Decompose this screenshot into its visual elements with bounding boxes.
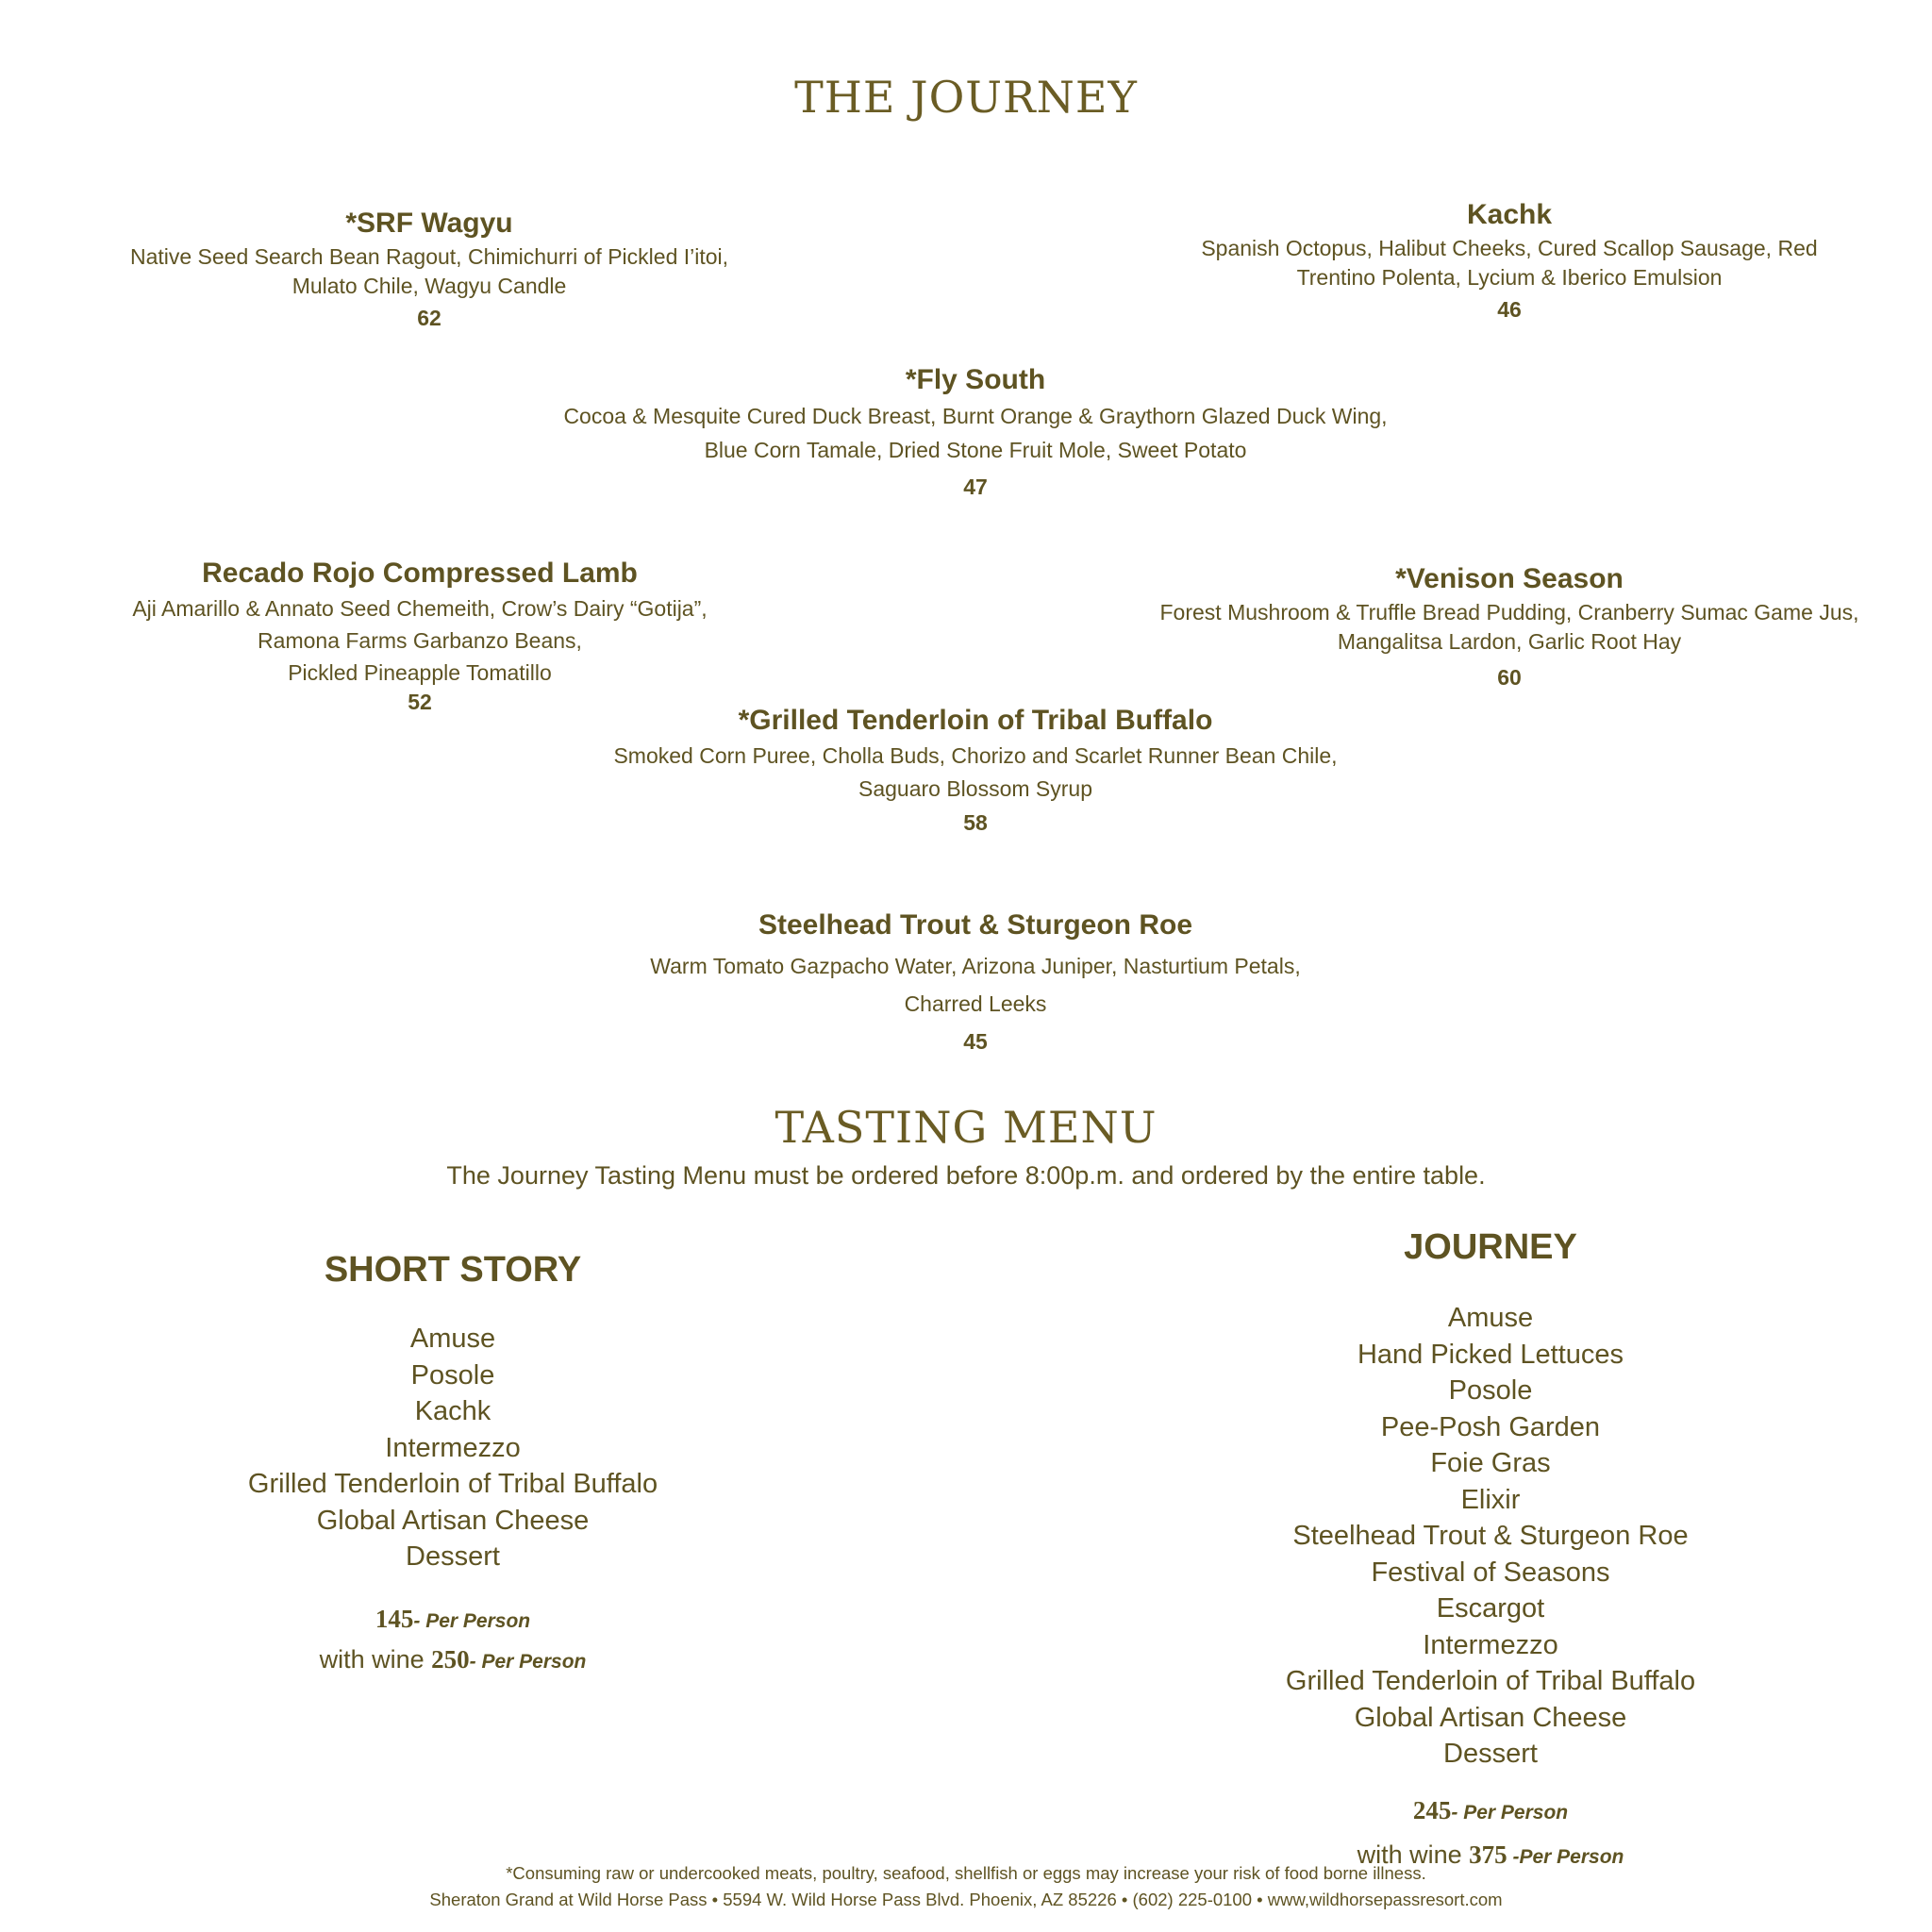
dish-price: 62 <box>417 306 441 330</box>
tasting-menu-subtitle: The Journey Tasting Menu must be ordered before 8:00p.m. and ordered by the entire table. <box>446 1161 1486 1190</box>
short-story-menu <box>170 1247 736 1681</box>
dish-name: *SRF Wagyu <box>345 208 513 239</box>
course-item: Elixir <box>1460 1484 1521 1515</box>
food-safety-disclaimer: *Consuming raw or undercooked meats, poultry, seafood, shellfish or eggs may increase your risk of food borne illness. <box>506 1863 1426 1883</box>
tasting-menu-name: SHORT STORY <box>324 1250 582 1290</box>
dish-description-line: Charred Leeks <box>904 991 1047 1016</box>
resort-address: Sheraton Grand at Wild Horse Pass • 5594 W. Wild Horse Pass Blvd. Phoenix, AZ 85226 • (602) 225-0100 • www,wildhorsepassresort.com <box>429 1890 1503 1909</box>
wine-pairing-price: with wine 375 -Per Person <box>1357 1840 1624 1869</box>
course-item: Posole <box>1448 1375 1533 1406</box>
dish-price: 58 <box>963 810 988 835</box>
dish-price: 47 <box>963 475 988 499</box>
course-item: Festival of Seasons <box>1371 1557 1610 1588</box>
page-title: THE JOURNEY <box>794 72 1138 123</box>
dish-description-line: Warm Tomato Gazpacho Water, Arizona Juniper, Nasturtium Petals, <box>650 954 1301 978</box>
dish-description-line: Mulato Chile, Wagyu Candle <box>291 274 567 298</box>
dish-description-line: Aji Amarillo & Annato Seed Chemeith, Crow’s Dairy “Gotija”, <box>132 596 708 621</box>
course-item: Grilled Tenderloin of Tribal Buffalo <box>247 1469 658 1499</box>
dish-description-line: Native Seed Search Bean Ragout, Chimichurri of Pickled I’itoi, <box>129 244 729 269</box>
course-item: Hand Picked Lettuces <box>1357 1339 1624 1370</box>
dish-name: *Grilled Tenderloin of Tribal Buffalo <box>738 705 1213 736</box>
dish-description-line: Saguaro Blossom Syrup <box>858 776 1092 801</box>
course-item: Kachk <box>414 1396 491 1426</box>
course-item: Amuse <box>1447 1303 1534 1333</box>
course-item: Global Artisan Cheese <box>316 1505 590 1536</box>
course-item: Amuse <box>409 1324 496 1354</box>
dish-venison-season <box>1113 560 1906 698</box>
wine-pairing-price: with wine 250- Per Person <box>319 1644 587 1674</box>
dish-kachk <box>1123 196 1896 326</box>
course-item: Dessert <box>406 1541 500 1572</box>
dish-name: *Venison Season <box>1395 563 1624 594</box>
course-item: Dessert <box>1443 1739 1538 1769</box>
tasting-menu-title: TASTING MENU <box>774 1102 1158 1153</box>
dish-description-line: Cocoa & Mesquite Cured Duck Breast, Burnt Orange & Graythorn Glazed Duck Wing, <box>563 404 1388 428</box>
dish-tribal-buffalo <box>541 702 1409 840</box>
course-item: Posole <box>410 1359 495 1391</box>
dish-name: Kachk <box>1466 199 1553 230</box>
dish-description-line: Blue Corn Tamale, Dried Stone Fruit Mole, Sweet Potato <box>704 438 1247 462</box>
dish-description-line: Trentino Polenta, Lycium & Iberico Emulsion <box>1296 265 1723 290</box>
course-item: Foie Gras <box>1430 1448 1551 1478</box>
dish-name: *Fly South <box>905 364 1046 395</box>
per-person-price: 245- Per Person <box>1412 1795 1569 1824</box>
course-item: Grilled Tenderloin of Tribal Buffalo <box>1285 1666 1696 1696</box>
course-item: Intermezzo <box>1423 1629 1558 1660</box>
dish-description-line: Mangalitsa Lardon, Garlic Root Hay <box>1337 629 1682 654</box>
dish-recado-rojo-lamb <box>47 555 792 715</box>
dish-price: 52 <box>408 690 432 714</box>
dish-srf-wagyu <box>57 205 802 335</box>
dish-name: Steelhead Trout & Sturgeon Roe <box>758 909 1193 941</box>
per-person-price: 145- Per Person <box>375 1604 531 1633</box>
dish-price: 60 <box>1497 665 1522 690</box>
dish-price: 46 <box>1497 297 1522 322</box>
course-item: Pee-Posh Garden <box>1380 1411 1601 1442</box>
dish-description-line: Pickled Pineapple Tomatillo <box>288 660 552 685</box>
dish-name: Recado Rojo Compressed Lamb <box>202 558 638 589</box>
dish-steelhead-trout <box>541 904 1409 1060</box>
course-item: Intermezzo <box>385 1432 521 1463</box>
dish-description-line: Ramona Farms Garbanzo Beans, <box>258 628 582 653</box>
course-item: Steelhead Trout & Sturgeon Roe <box>1292 1521 1689 1551</box>
dish-description-line: Smoked Corn Puree, Cholla Buds, Chorizo and Scarlet Runner Bean Chile, <box>613 743 1338 768</box>
dish-description-line: Spanish Octopus, Halibut Cheeks, Cured Scallop Sausage, Red <box>1201 236 1818 260</box>
dish-description-line: Forest Mushroom & Truffle Bread Pudding, Cranberry Sumac Game Jus, <box>1159 600 1859 625</box>
course-item: Escargot <box>1436 1593 1545 1624</box>
course-item: Global Artisan Cheese <box>1354 1702 1627 1733</box>
tasting-menu-name: JOURNEY <box>1404 1227 1577 1267</box>
journey-menu <box>1198 1224 1783 1878</box>
dish-fly-south <box>494 361 1457 507</box>
dish-price: 45 <box>963 1029 988 1054</box>
